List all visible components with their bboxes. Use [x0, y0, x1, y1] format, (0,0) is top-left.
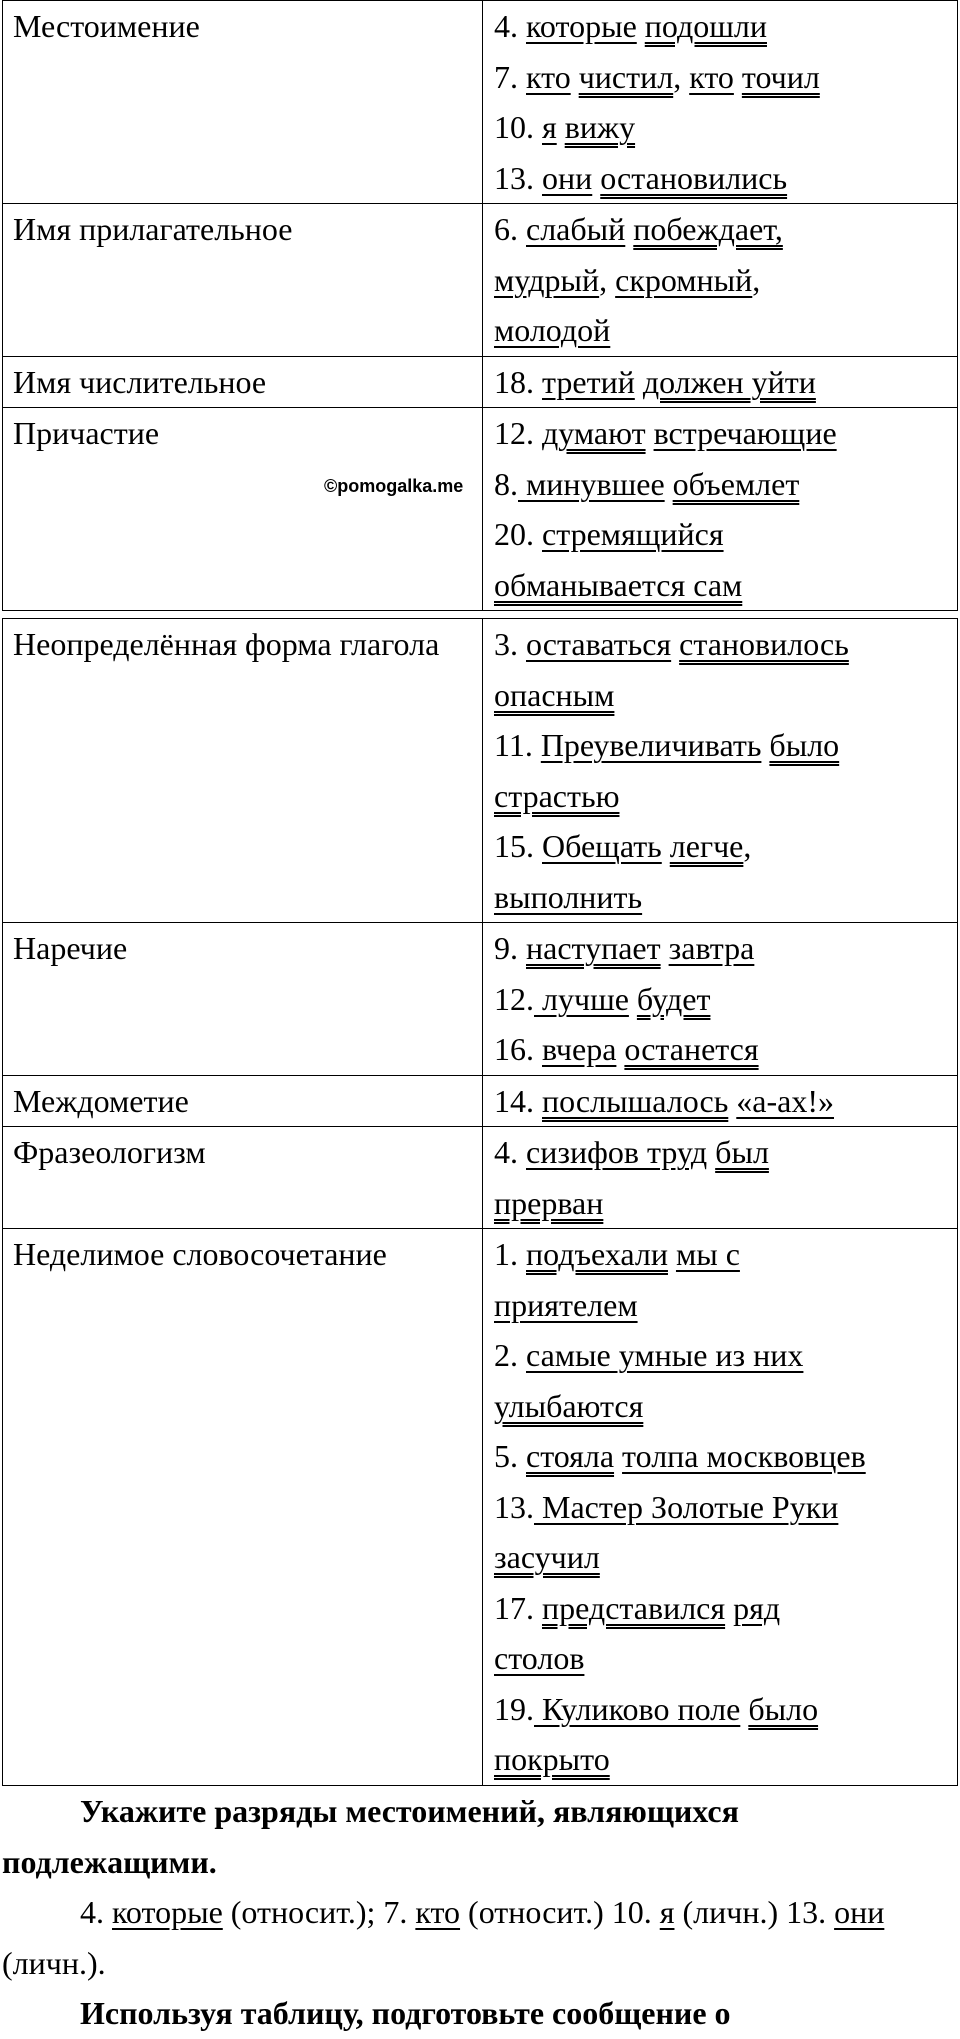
- plain-text: (личн.) 13.: [674, 1894, 835, 1930]
- example-line: [494, 1583, 953, 1634]
- subject-word: вчера: [542, 1031, 617, 1067]
- predicate-word: объемлет: [672, 465, 800, 502]
- example-line: [494, 1633, 953, 1684]
- plain-text: [661, 930, 669, 966]
- plain-text: 14.: [494, 1082, 542, 1119]
- table-row: [3, 408, 958, 611]
- predicate-word: улыбаются: [494, 1387, 644, 1424]
- plain-text: [557, 109, 565, 145]
- subject-word: самые умные из них: [526, 1337, 804, 1373]
- part-of-speech-label: Фразеологизм: [3, 1127, 483, 1229]
- plain-text: ,: [673, 58, 690, 95]
- plain-text: 16.: [494, 1031, 542, 1067]
- subject-word: «а-ах!»: [736, 1082, 834, 1119]
- plain-text: 7.: [494, 58, 526, 95]
- parts-of-speech-table-1: [2, 0, 958, 611]
- plain-text: 13.: [494, 159, 542, 196]
- plain-text: [629, 981, 637, 1017]
- predicate-word: точил: [741, 58, 820, 95]
- subject-word: я: [542, 109, 557, 145]
- predicate-word: стояла: [526, 1438, 615, 1474]
- example-line: [494, 153, 953, 204]
- predicate-word: покрыто: [494, 1741, 610, 1777]
- example-line: [494, 1381, 953, 1432]
- subject-word: сизифов труд: [526, 1134, 708, 1170]
- example-line: [494, 204, 953, 255]
- task-heading-1: Укажите разряды местоимений, являющихся подлежащими.: [2, 1793, 739, 1880]
- parts-of-speech-table-2: [2, 618, 958, 1786]
- plain-text: 4.: [494, 1134, 526, 1170]
- examples-cell: [483, 619, 958, 923]
- plain-text: ,: [752, 261, 761, 298]
- examples-cell: [483, 1, 958, 204]
- subject-word: Обещать: [542, 828, 662, 864]
- plain-text: [571, 59, 579, 95]
- part-of-speech-label: Имя числительное: [3, 356, 483, 408]
- example-line: [494, 459, 953, 510]
- subject-word: ряд: [733, 1589, 781, 1626]
- example-line: [494, 1, 953, 52]
- predicate-word: было: [748, 1690, 819, 1727]
- plain-text: 2.: [494, 1337, 526, 1373]
- subject-word: кто: [415, 1894, 461, 1930]
- subject-word: которые: [112, 1894, 223, 1930]
- subject-word: Мастер Золотые Руки: [534, 1488, 839, 1525]
- plain-text: [635, 364, 643, 400]
- example-line: [494, 974, 953, 1025]
- examples-cell: [483, 1075, 958, 1127]
- plain-text: 9.: [494, 930, 526, 966]
- predicate-word: было: [769, 727, 840, 763]
- plain-text: [671, 626, 679, 662]
- predicate-word: становилось: [679, 626, 849, 662]
- example-line: [494, 1280, 953, 1331]
- example-line: [494, 1229, 953, 1280]
- predicate-word: страстью: [494, 777, 620, 814]
- subject-word: мы с: [675, 1236, 740, 1272]
- plain-text: 4.: [80, 1894, 112, 1930]
- plain-text: (относит.); 7.: [222, 1894, 416, 1930]
- predicate-word: послышалось: [542, 1082, 729, 1119]
- table-row: [3, 1229, 958, 1786]
- predicate-word: легче: [669, 828, 744, 864]
- subject-word: приятелем: [494, 1286, 638, 1323]
- plain-text: [637, 8, 645, 44]
- plain-text: 19.: [494, 1690, 534, 1727]
- subject-word: я: [659, 1894, 675, 1930]
- plain-text: ,: [599, 261, 616, 298]
- example-line: [494, 305, 953, 356]
- plain-text: [662, 828, 670, 864]
- predicate-word: останется: [624, 1031, 759, 1067]
- plain-text: 12.: [494, 980, 534, 1017]
- example-line: [494, 357, 953, 408]
- predicate-word: подошли: [644, 8, 767, 44]
- subject-word: кто: [689, 58, 734, 95]
- table-row: [3, 923, 958, 1076]
- subject-word: Куликово поле: [534, 1690, 741, 1727]
- answer-text: [2, 1887, 952, 1988]
- plain-text: [646, 415, 654, 451]
- example-line: [494, 560, 953, 611]
- example-line: [494, 1734, 953, 1785]
- plain-text: 20.: [494, 516, 542, 552]
- example-line: [494, 509, 953, 560]
- example-line: [494, 771, 953, 822]
- example-line: [494, 1532, 953, 1583]
- example-line: [494, 1482, 953, 1533]
- part-of-speech-label: Неопределённая форма глагола: [3, 619, 483, 923]
- plain-text: [614, 1438, 622, 1474]
- plain-text: (личн.).: [2, 1944, 106, 1981]
- example-line: [494, 872, 953, 923]
- examples-cell: [483, 356, 958, 408]
- plain-text: 15.: [494, 828, 542, 864]
- subject-word: мудрый: [494, 261, 600, 298]
- plain-text: 1.: [494, 1236, 526, 1272]
- table-row: [3, 619, 958, 923]
- table-row: [3, 356, 958, 408]
- predicate-word: прерван: [494, 1184, 604, 1221]
- example-line: [494, 1178, 953, 1229]
- example-line: [494, 720, 953, 771]
- subject-word: оставаться: [526, 626, 672, 662]
- example-line: [494, 408, 953, 459]
- plain-text: [668, 1236, 676, 1272]
- example-line: [494, 255, 953, 306]
- table-row: [3, 1, 958, 204]
- examples-cell: [483, 408, 958, 611]
- examples-cell: [483, 204, 958, 357]
- subject-word: лучше: [534, 980, 629, 1017]
- example-line: [494, 1076, 953, 1127]
- subject-word: кто: [526, 58, 571, 95]
- task-heading-2: Используя таблицу, подготовьте сообщение о: [80, 1995, 731, 2031]
- predicate-word: вижу: [564, 109, 636, 145]
- predicate-word: думают: [542, 415, 646, 451]
- plain-text: ,: [743, 828, 752, 864]
- predicate-word: опасным: [494, 676, 615, 713]
- predicate-word: обманывается сам: [494, 566, 743, 603]
- predicate-word: чистил: [578, 58, 674, 95]
- example-line: [494, 1684, 953, 1735]
- part-of-speech-label: Неделимое словосочетание: [3, 1229, 483, 1786]
- table-row: [3, 204, 958, 357]
- part-of-speech-label: Причастие: [3, 408, 483, 611]
- plain-text: 4.: [494, 8, 526, 44]
- predicate-word: был: [715, 1134, 769, 1170]
- predicate-word: представился: [542, 1589, 726, 1626]
- example-line: [494, 821, 953, 872]
- example-line: [494, 1330, 953, 1381]
- predicate-word: наступает: [526, 930, 661, 966]
- subject-word: встречающие: [653, 415, 837, 451]
- subject-word: скромный: [615, 261, 753, 298]
- table-row: [3, 1075, 958, 1127]
- subject-word: стремящийся: [542, 516, 724, 552]
- plain-text: (относит.) 10.: [460, 1894, 660, 1930]
- subject-word: минувшее: [518, 465, 665, 502]
- example-line: [494, 52, 953, 103]
- plain-text: [707, 1134, 715, 1170]
- example-line: [494, 1127, 953, 1178]
- example-line: [494, 1024, 953, 1075]
- plain-text: 6.: [494, 211, 526, 247]
- plain-text: 17.: [494, 1589, 542, 1626]
- part-of-speech-label: Наречие: [3, 923, 483, 1076]
- subject-word: слабый: [526, 211, 626, 247]
- part-of-speech-label: Междометие: [3, 1075, 483, 1127]
- predicate-word: побеждает,: [633, 211, 783, 247]
- plain-text: 13.: [494, 1488, 534, 1525]
- subject-word: выполнить: [494, 878, 643, 915]
- plain-text: 8.: [494, 465, 518, 502]
- example-line: [494, 923, 953, 974]
- examples-cell: [483, 1229, 958, 1786]
- plain-text: [665, 466, 673, 502]
- subject-word: толпа москвовцев: [622, 1438, 866, 1474]
- predicate-word: должен уйти: [642, 363, 816, 400]
- table-row: [3, 1127, 958, 1229]
- plain-text: 18.: [494, 363, 542, 400]
- subject-word: столов: [494, 1640, 585, 1676]
- example-line: [494, 102, 953, 153]
- subject-word: которые: [526, 8, 637, 44]
- plain-text: [725, 1590, 733, 1626]
- predicate-word: будет: [636, 980, 711, 1017]
- part-of-speech-label: Местоимение: [3, 1, 483, 204]
- predicate-word: остановились: [600, 159, 788, 196]
- subject-word: молодой: [494, 312, 611, 348]
- examples-cell: [483, 923, 958, 1076]
- plain-text: 10.: [494, 109, 542, 145]
- watermark: ©pomogalka.me: [324, 476, 464, 496]
- subject-word: они: [542, 159, 593, 196]
- predicate-word: засучил: [494, 1539, 600, 1575]
- plain-text: [734, 59, 742, 95]
- example-line: [494, 1431, 953, 1482]
- plain-text: 5.: [494, 1438, 526, 1474]
- predicate-word: подъехали: [526, 1236, 668, 1272]
- plain-text: 3.: [494, 626, 526, 662]
- example-line: [494, 670, 953, 721]
- examples-cell: [483, 1127, 958, 1229]
- example-line: [494, 619, 953, 670]
- plain-text: 11.: [494, 727, 541, 763]
- subject-word: они: [834, 1894, 885, 1930]
- subject-word: завтра: [668, 930, 755, 966]
- part-of-speech-label: Имя прилагательное: [3, 204, 483, 357]
- subject-word: третий: [542, 363, 635, 400]
- subject-word: Преувеличивать: [540, 727, 762, 763]
- document: [2, 0, 958, 1786]
- plain-text: 12.: [494, 415, 542, 451]
